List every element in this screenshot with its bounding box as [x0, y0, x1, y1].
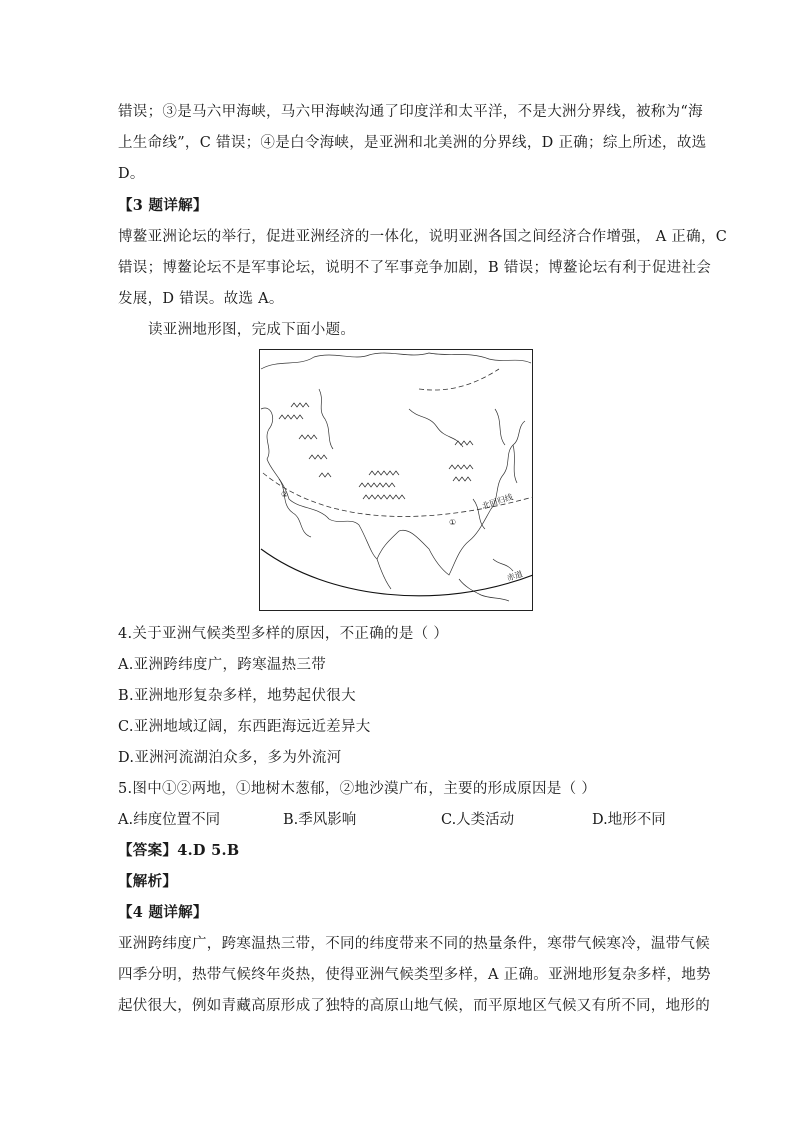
marker-1: ①	[449, 518, 457, 527]
section-heading: 【4 题详解】	[118, 904, 208, 921]
paragraph-line: D。	[118, 166, 145, 182]
option-b: B.季风影响	[283, 812, 357, 828]
option-d: D.地形不同	[592, 812, 666, 828]
question-5-options	[118, 810, 678, 830]
option-c: C.人类活动	[441, 812, 515, 828]
question-intro: 读亚洲地形图，完成下面小题。	[148, 322, 356, 338]
option-d: D.亚洲河流湖泊众多，多为外流河	[118, 750, 342, 766]
tropic-label: 北回归线	[480, 492, 515, 511]
section-heading: 【3 题详解】	[118, 197, 208, 214]
option-c: C.亚洲地域辽阔，东西距海远近差异大	[118, 719, 371, 735]
marker-2: ②	[281, 490, 289, 499]
paragraph-line: 上生命线”，C 错误；④是白令海峡，是亚洲和北美洲的分界线，D 正确；综上所述，故选	[118, 135, 707, 151]
question-5-stem: 5.图中①②两地，①地树木葱郁，②地沙漠广布，主要的形成原因是（ ）	[118, 781, 597, 797]
option-a: A.纬度位置不同	[118, 812, 221, 828]
answer-line: 【答案】4.D 5.B	[118, 842, 240, 859]
map-frame	[260, 350, 533, 611]
option-b: B.亚洲地形复杂多样，地势起伏很大	[118, 688, 356, 704]
analysis-heading: 【解析】	[118, 873, 178, 890]
paragraph-line: 博鳌亚洲论坛的举行，促进亚洲经济的一体化，说明亚洲各国之间经济合作增强， A 正确，C	[118, 229, 728, 245]
equator-label: 赤道	[505, 569, 524, 583]
paragraph-line: 四季分明，热带气候终年炎热，使得亚洲气候类型多样，A 正确。亚洲地形复杂多样，地势	[118, 967, 711, 983]
paragraph-line: 错误；博鳌论坛不是军事论坛，说明不了军事竞争加剧，B 错误；博鳌论坛有利于促进社会	[118, 260, 712, 276]
paragraph-line: 亚洲跨纬度广，跨寒温热三带，不同的纬度带来不同的热量条件，寒带气候寒冷，温带气候	[118, 936, 710, 952]
paragraph-line: 错误；③是马六甲海峡，马六甲海峡沟通了印度洋和太平洋，不是大洲分界线，被称为“海	[118, 104, 703, 120]
option-a: A.亚洲跨纬度广，跨寒温热三带	[118, 657, 327, 673]
question-4-stem: 4.关于亚洲气候类型多样的原因，不正确的是（ ）	[118, 626, 449, 642]
asia-terrain-map	[259, 349, 533, 611]
paragraph-line: 起伏很大，例如青藏高原形成了独特的高原山地气候，而平原地区气候又有所不同，地形的	[118, 998, 710, 1014]
paragraph-line: 发展，D 错误。故选 A。	[118, 291, 284, 307]
